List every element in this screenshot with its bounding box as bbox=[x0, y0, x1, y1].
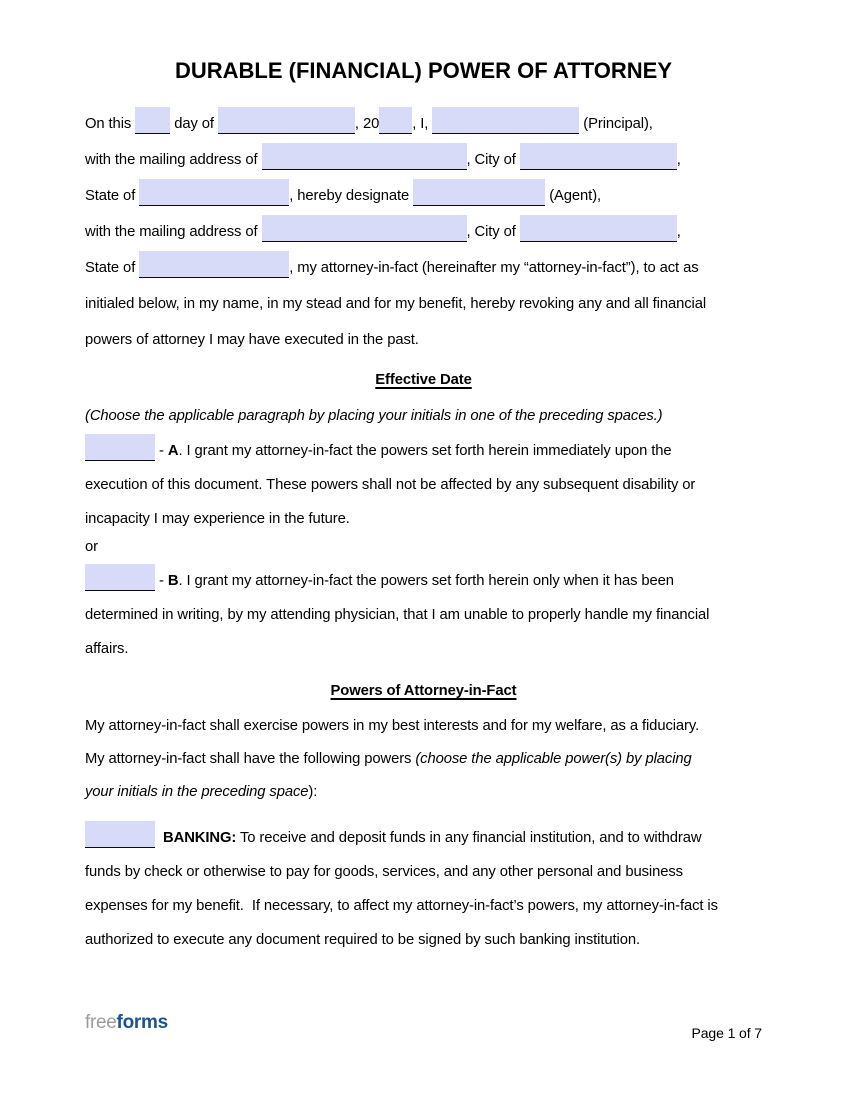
form-line bbox=[85, 564, 762, 598]
form-line bbox=[85, 743, 762, 776]
form-line bbox=[85, 923, 762, 957]
form-line bbox=[85, 434, 762, 468]
text-segment: On this bbox=[85, 116, 136, 132]
form-line bbox=[85, 322, 762, 358]
text-segment: with the mailing address of bbox=[85, 152, 262, 168]
text-segment: affairs. bbox=[85, 641, 129, 657]
text-segment: funds by check or otherwise to pay for goods, services, and any other personal and business bbox=[85, 864, 683, 880]
form-line bbox=[85, 286, 762, 322]
text-segment: To receive and deposit funds in any financial institution, and to withdraw bbox=[236, 830, 702, 846]
form-line bbox=[85, 889, 762, 923]
text-segment: powers of attorney I may have executed in the past. bbox=[85, 332, 419, 348]
text-segment: determined in writing, by my attending physician, that I am unable to properly handle my financial bbox=[85, 607, 710, 623]
form-line bbox=[85, 250, 762, 286]
text-segment: initialed below, in my name, in my stead and for my benefit, hereby revoking any and all financial bbox=[85, 296, 707, 312]
logo-forms-text: forms bbox=[116, 1012, 168, 1033]
form-line bbox=[85, 468, 762, 502]
text-segment: (Agent), bbox=[545, 188, 602, 204]
fill-in-field[interactable] bbox=[520, 143, 677, 170]
form-line bbox=[85, 178, 762, 214]
form-line bbox=[85, 214, 762, 250]
form-line bbox=[85, 776, 762, 809]
or-label: or bbox=[85, 539, 98, 555]
effective-date-heading: Effective Date bbox=[375, 372, 472, 388]
page-number: Page 1 of 7 bbox=[691, 1025, 762, 1041]
form-line bbox=[85, 855, 762, 889]
text-segment: , City of bbox=[466, 224, 520, 240]
text-segment: expenses for my benefit. If necessary, to affect my attorney-in-fact’s powers, my attorney-in-fact is bbox=[85, 898, 718, 914]
text-segment: State of bbox=[85, 260, 140, 276]
text-segment: your initials in the preceding space bbox=[85, 784, 309, 800]
text-segment: incapacity I may experience in the future. bbox=[85, 511, 350, 527]
paragraph-a bbox=[85, 434, 762, 536]
text-segment: , hereby designate bbox=[289, 188, 414, 204]
fill-in-field[interactable] bbox=[413, 179, 545, 206]
text-segment bbox=[155, 830, 163, 846]
text-segment: - bbox=[155, 573, 168, 589]
freeforms-logo bbox=[85, 1012, 168, 1034]
text-segment: , City of bbox=[466, 152, 520, 168]
text-segment: , bbox=[676, 152, 681, 168]
fill-in-field[interactable] bbox=[135, 107, 170, 134]
text-segment: . I grant my attorney-in-fact the powers set forth herein only when it has been bbox=[178, 573, 674, 589]
text-segment: (Principal), bbox=[579, 116, 653, 132]
fill-in-field[interactable] bbox=[218, 107, 355, 134]
text-segment: execution of this document. These powers shall not be affected by any subsequent disability or bbox=[85, 477, 696, 493]
text-segment: My attorney-in-fact shall exercise powers in my best interests and for my welfare, as a fiduciary. bbox=[85, 718, 700, 734]
fill-in-field[interactable] bbox=[379, 107, 412, 134]
powers-intro bbox=[85, 710, 762, 809]
text-segment: , 20 bbox=[354, 116, 380, 132]
text-segment: A bbox=[167, 443, 179, 459]
text-segment: - bbox=[155, 443, 168, 459]
fill-in-field[interactable] bbox=[85, 434, 155, 461]
text-segment: , bbox=[676, 224, 681, 240]
fill-in-field[interactable] bbox=[139, 179, 289, 206]
fill-in-field[interactable] bbox=[520, 215, 677, 242]
text-segment: My attorney-in-fact shall have the following powers bbox=[85, 751, 416, 767]
form-line bbox=[85, 142, 762, 178]
form-line bbox=[85, 821, 762, 855]
text-segment: , my attorney-in-fact (hereinafter my “attorney-in-fact”), to act as bbox=[289, 260, 699, 276]
logo-free-text: free bbox=[85, 1012, 117, 1033]
intro-paragraph bbox=[85, 106, 762, 358]
powers-heading: Powers of Attorney-in-Fact bbox=[330, 683, 517, 699]
form-line bbox=[85, 502, 762, 536]
document-title: DURABLE (FINANCIAL) POWER OF ATTORNEY bbox=[174, 58, 672, 83]
fill-in-field[interactable] bbox=[262, 215, 467, 242]
text-segment: State of bbox=[85, 188, 140, 204]
form-line bbox=[85, 632, 762, 666]
paragraph-b bbox=[85, 564, 762, 666]
text-segment: . I grant my attorney-in-fact the powers set forth herein immediately upon the bbox=[178, 443, 672, 459]
fill-in-field[interactable] bbox=[85, 564, 155, 591]
text-segment: B bbox=[167, 573, 179, 589]
form-line bbox=[85, 106, 762, 142]
text-segment: authorized to execute any document required to be signed by such banking institution. bbox=[85, 932, 640, 948]
text-segment: ): bbox=[308, 784, 318, 800]
text-segment: , I, bbox=[412, 116, 433, 132]
form-line bbox=[85, 598, 762, 632]
form-line bbox=[85, 710, 762, 743]
fill-in-field[interactable] bbox=[432, 107, 579, 134]
fill-in-field[interactable] bbox=[85, 821, 155, 848]
effective-date-instruction: (Choose the applicable paragraph by placing your initials in one of the preceding spaces.) bbox=[85, 408, 663, 424]
fill-in-field[interactable] bbox=[262, 143, 467, 170]
text-segment: day of bbox=[170, 116, 218, 132]
text-segment: (choose the applicable power(s) by placing bbox=[415, 751, 692, 767]
text-segment: with the mailing address of bbox=[85, 224, 262, 240]
banking-paragraph bbox=[85, 821, 762, 957]
text-segment: BANKING: bbox=[163, 830, 237, 846]
fill-in-field[interactable] bbox=[139, 251, 289, 278]
